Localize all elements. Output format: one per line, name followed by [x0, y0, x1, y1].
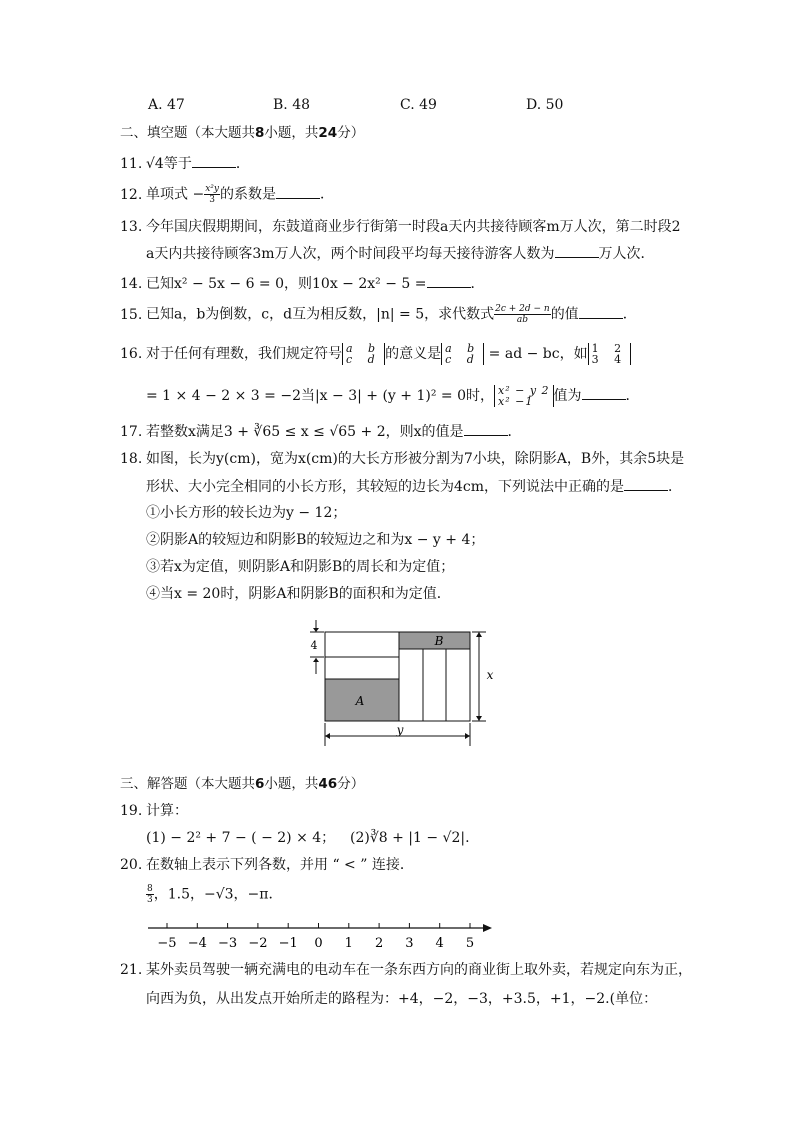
question-16-line-1: [120, 343, 631, 365]
question-18-text-2: 形状、大小完全相同的小长方形，其较短的边长为4cm，下列说法中正确的是: [146, 479, 625, 495]
number-line-label: 2: [374, 936, 384, 951]
question-19-text: 计算：: [146, 803, 188, 819]
question-21-line-1: [120, 961, 692, 979]
fraction: [494, 304, 551, 325]
section-2-suffix: 分）: [337, 125, 365, 141]
question-20-values-text: ，1.5，−√3，−π．: [153, 886, 283, 903]
fraction-top: 2c + 2d − n: [495, 304, 550, 314]
arrow-head: [465, 733, 470, 739]
question-11-post: ．: [235, 156, 250, 172]
det-row: x² − y 2: [498, 384, 550, 397]
question-17: [120, 422, 522, 441]
question-16-mid: 的意义是: [385, 346, 442, 362]
number-line-label: −4: [187, 936, 207, 951]
determinant: [588, 343, 632, 365]
fraction-bottom: 3: [209, 195, 215, 205]
arrow-head: [313, 658, 319, 662]
number-line-label: −2: [248, 936, 268, 951]
question-16-eq: = ad − bc，如: [488, 346, 588, 362]
answer-blank[interactable]: [276, 185, 320, 199]
fraction-top: 8: [147, 884, 153, 894]
fraction: [204, 184, 220, 205]
question-number: 19.: [120, 803, 143, 819]
answer-blank[interactable]: [555, 244, 599, 258]
question-15: [120, 304, 637, 325]
question-15-post: ．: [622, 306, 637, 323]
question-21-line-2: 向西为负，从出发点开始所走的路程为：+4，−2，−3，+3.5，+1，−2.(单位：: [146, 991, 658, 1007]
det-row: a b: [445, 342, 481, 355]
number-line-label: 0: [314, 936, 323, 951]
question-13-text-2: a天内共接待顾客3m万人次，两个时间段平均每天接待游客人数为: [146, 246, 555, 262]
det-row: a b: [346, 342, 382, 355]
question-number: 17.: [120, 424, 143, 440]
section-2-heading: [120, 124, 364, 142]
number-line-label: 4: [435, 936, 444, 951]
answer-blank[interactable]: [579, 305, 623, 319]
section-3-score: 46: [318, 776, 338, 792]
question-14-post: ．: [470, 276, 485, 292]
choice-c: C. 49: [400, 97, 437, 113]
question-16-mid-2: 值为: [553, 388, 582, 404]
question-number: 21.: [120, 962, 143, 978]
choice-a: A. 47: [148, 97, 185, 113]
question-14-text: 已知x² − 5x − 6 = 0，则10x − 2x² − 5 =: [146, 276, 427, 292]
question-13-post: 万人次．: [598, 246, 655, 262]
section-2-count: 8: [255, 125, 265, 141]
question-18-option-4: ④当x = 20时，阴影A和阴影B的面积和为定值．: [146, 586, 451, 602]
label-b: B: [434, 634, 444, 648]
rectangle-figure: [300, 618, 500, 748]
determinant: [342, 343, 385, 365]
question-12-post: ．: [319, 186, 334, 203]
choice-d: D. 50: [526, 97, 564, 113]
question-18-text: 如图，长为y(cm)，宽为x(cm)的大长方形被分割为7小块，除阴影A，B外，其余5块是: [146, 451, 685, 467]
question-18-option-3: ③若x为定值，则阴影A和阴影B的周长和为定值；: [146, 559, 455, 575]
question-20-values: [146, 884, 283, 905]
question-16-text: 对于任何有理数，我们规定符号: [146, 346, 342, 362]
number-line-label: 3: [405, 936, 414, 951]
question-number: 16.: [120, 346, 143, 362]
det-row: 1 2: [591, 342, 628, 355]
section-3-prefix: 三、解答题（本大题共: [120, 776, 255, 792]
section-2-score: 24: [318, 125, 338, 141]
question-18-line-1: [120, 450, 684, 468]
question-13-line-1: [120, 218, 681, 236]
section-3-mid: 小题，共: [264, 776, 319, 792]
question-19-part-1: (1) − 2² + 7 − ( − 2) × 4；: [146, 830, 336, 846]
question-13-line-2: [146, 244, 655, 263]
question-11-text: √4等于: [146, 156, 192, 172]
question-16-line-2: [146, 385, 640, 407]
question-14: [120, 274, 485, 293]
question-13-text: 今年国庆假期期间，东鼓道商业步行街第一时段a天内共接待顾客m万人次，第二时段2: [146, 219, 681, 235]
answer-blank[interactable]: [464, 422, 508, 436]
label-a: A: [355, 694, 365, 708]
answer-blank[interactable]: [624, 477, 668, 491]
question-number: 14.: [120, 276, 143, 292]
question-12-text: 单项式 −: [146, 186, 205, 203]
question-20-text: 在数轴上表示下列各数，并用 “ < ” 连接．: [146, 857, 414, 873]
det-row: c d: [445, 353, 480, 366]
question-20: [120, 856, 414, 874]
question-15-mid: 的值: [550, 306, 579, 323]
label-4: 4: [310, 639, 318, 652]
label-x: x: [486, 668, 494, 682]
section-3-suffix: 分）: [337, 776, 365, 792]
section-3-heading: [120, 775, 364, 793]
number-line-label: 5: [465, 936, 475, 951]
question-19-part-2: (2)∛8 + |1 − √2|.: [350, 830, 470, 846]
number-line-arrow: [483, 924, 492, 932]
question-16-post: ．: [625, 388, 640, 404]
section-2-prefix: 二、填空题（本大题共: [120, 125, 255, 141]
number-line-label: −3: [218, 936, 238, 951]
question-number: 20.: [120, 857, 143, 873]
fraction-top: x²y: [205, 184, 219, 194]
arrow-head: [476, 716, 482, 721]
section-3-count: 6: [255, 776, 265, 792]
question-19: [120, 802, 188, 820]
arrow-head: [476, 632, 482, 637]
label-y: y: [396, 723, 404, 737]
question-12: [120, 184, 334, 205]
question-18-option-1: ①小长方形的较长边为y − 12；: [146, 505, 347, 521]
answer-blank[interactable]: [427, 274, 471, 288]
question-11: [120, 154, 250, 173]
fraction-bottom: ab: [516, 315, 528, 325]
question-17-text: 若整数x满足3 + ∛65 ≤ x ≤ √65 + 2，则x的值是: [146, 424, 464, 440]
question-number: 12.: [120, 186, 143, 203]
arrow-head: [325, 733, 330, 739]
number-line-label: −1: [278, 936, 298, 951]
arrow-head: [313, 628, 319, 632]
question-number: 18.: [120, 451, 143, 467]
question-16-text-2: = 1 × 4 − 2 × 3 = −2当|x − 3| + (y + 1)² = 0时，: [146, 388, 494, 404]
number-line-label: 1: [344, 936, 353, 951]
section-2-mid: 小题，共: [264, 125, 319, 141]
determinant: [494, 385, 554, 407]
determinant: [441, 343, 484, 365]
number-line-label: −5: [157, 936, 177, 951]
choice-b: B. 48: [273, 97, 311, 113]
fraction: [146, 884, 154, 905]
question-18-line-2: [146, 477, 682, 496]
det-row: 3 4: [591, 353, 628, 366]
question-15-text: 已知a，b为倒数，c，d互为相反数，|n| = 5，求代数式: [146, 306, 495, 323]
question-12-mid: 的系数是: [219, 186, 276, 203]
question-17-post: ．: [507, 424, 522, 440]
number-line: [140, 918, 500, 954]
det-row: c d: [346, 353, 381, 366]
question-18-post: ．: [668, 479, 683, 495]
question-18-option-2: ②阴影A的较短边和阴影B的较短边之和为x − y + 4；: [146, 532, 485, 548]
question-number: 13.: [120, 219, 143, 235]
det-row: x² −1: [498, 395, 534, 408]
answer-blank[interactable]: [582, 386, 626, 400]
question-21-text: 某外卖员驾驶一辆充满电的电动车在一条东西方向的商业街上取外卖，若规定向东为正，: [146, 962, 692, 978]
question-number: 11.: [120, 156, 143, 172]
question-number: 15.: [120, 306, 143, 323]
fraction-bottom: 3: [147, 895, 153, 905]
answer-blank[interactable]: [192, 154, 236, 168]
